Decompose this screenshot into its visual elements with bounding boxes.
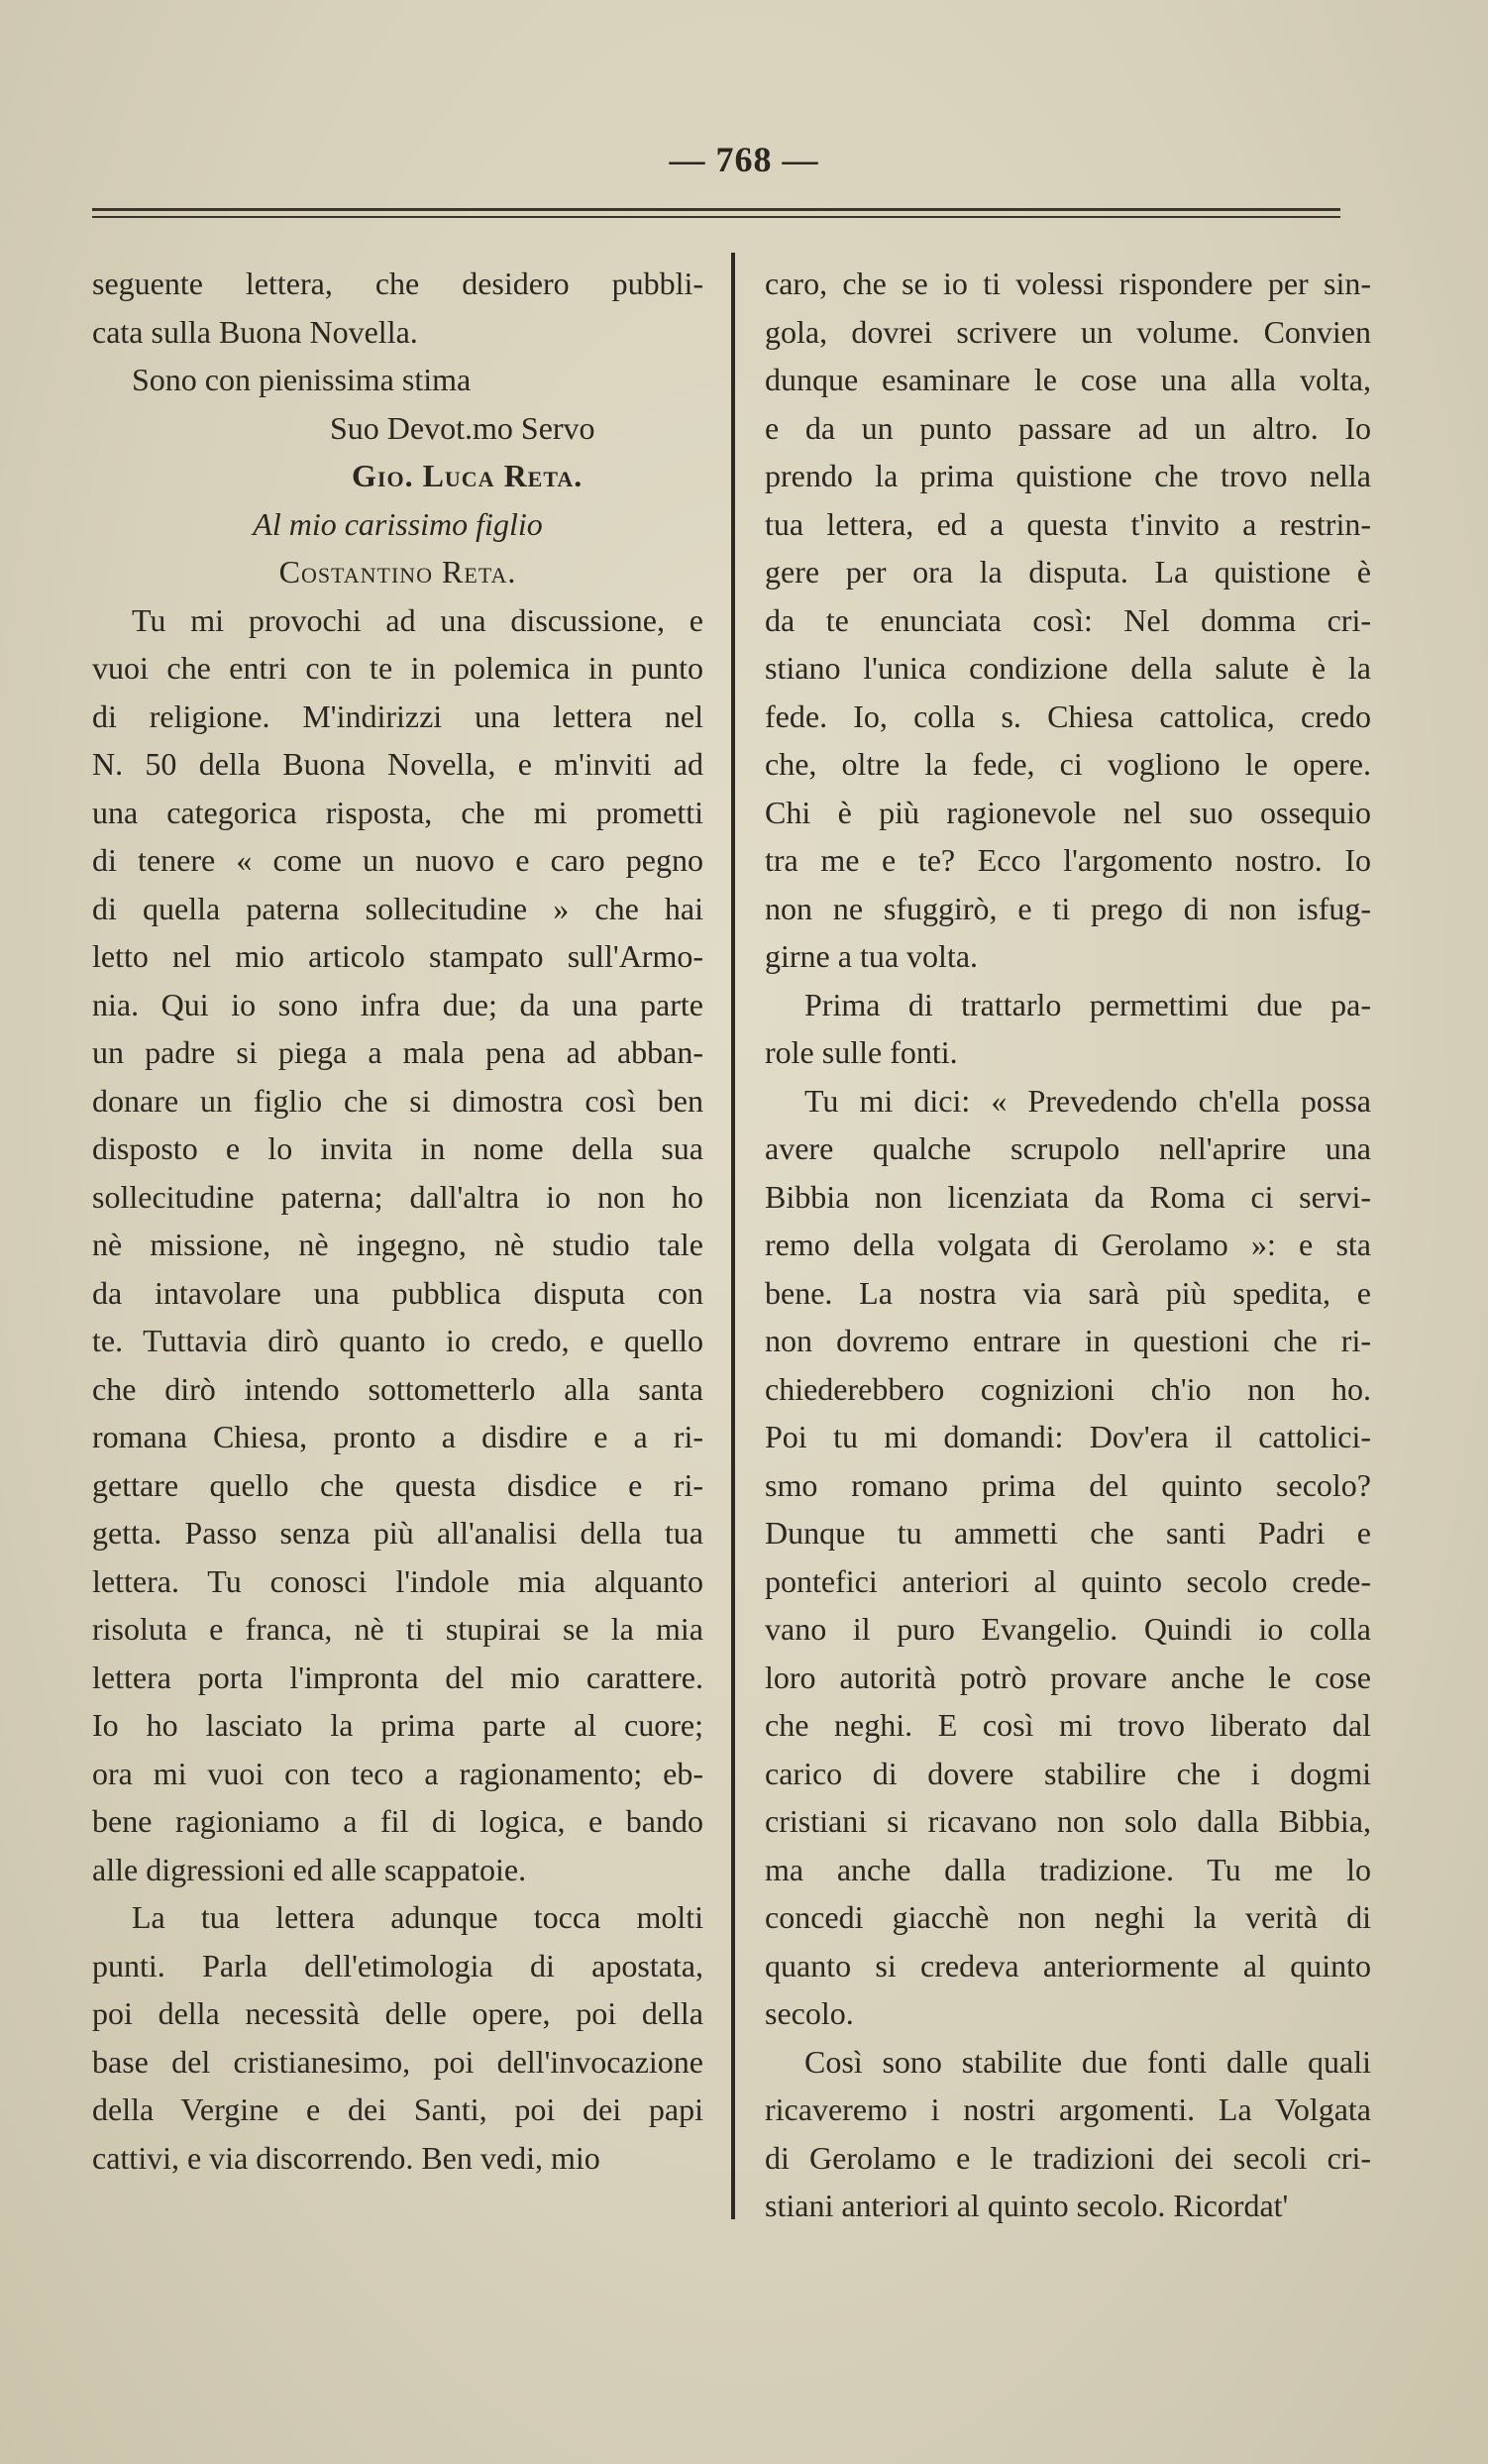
text-line: gettare quello che questa disdice e ri- bbox=[92, 1466, 703, 1503]
text-line: ora mi vuoi con teco a ragionamento; eb- bbox=[92, 1755, 703, 1791]
text-line: concedi giacchè non neghi la verità di bbox=[765, 1899, 1371, 1935]
page-number: — 768 — bbox=[669, 140, 819, 179]
text-line: un padre si piega a mala pena ad abban- bbox=[92, 1034, 703, 1070]
text-line: e da un punto passare ad un altro. Io bbox=[765, 409, 1371, 446]
text-line: Prima di trattarlo permettimi due pa- bbox=[804, 986, 1371, 1022]
text-line: bene ragioniamo a fil di logica, e bando bbox=[92, 1803, 703, 1839]
text-line: nè missione, nè ingegno, nè studio tale bbox=[92, 1227, 703, 1262]
text-line: punti. Parla dell'etimologia di apostata, bbox=[92, 1947, 703, 1983]
text-line: avere qualche scrupolo nell'aprire una bbox=[765, 1130, 1371, 1166]
text-line: lettera porta l'impronta del mio carattere. bbox=[92, 1659, 703, 1695]
text-line: remo della volgata di Gerolamo »: e sta bbox=[765, 1227, 1371, 1262]
text-line: di religione. M'indirizzi una lettera nel bbox=[92, 697, 703, 734]
text-line: pontefici anteriori al quinto secolo crede- bbox=[765, 1562, 1371, 1599]
text-line: loro autorità potrò provare anche le cose bbox=[765, 1659, 1371, 1695]
text-line: Così sono stabilite due fonti dalle quali bbox=[804, 2043, 1371, 2080]
text-line: carico di dovere stabilire che i dogmi bbox=[765, 1755, 1371, 1791]
text-line: La tua lettera adunque tocca molti bbox=[132, 1899, 703, 1935]
paragraph bbox=[92, 1893, 703, 2182]
text-line: te. Tuttavia dirò quanto io credo, e quello bbox=[92, 1323, 703, 1358]
text-line: che dirò intendo sottometterlo alla santa bbox=[92, 1370, 703, 1407]
text-line: ma anche dalla tradizione. Tu me lo bbox=[765, 1851, 1371, 1887]
text-line: non ne sfuggirò, e ti prego di non isfug- bbox=[765, 890, 1371, 926]
text-line: cata sulla Buona Novella. bbox=[92, 313, 418, 350]
column-divider bbox=[731, 253, 735, 2219]
text-line: dunque esaminare le cose una alla volta, bbox=[765, 362, 1371, 397]
text-line: girne a tua volta. bbox=[765, 938, 979, 974]
text-line: Poi tu mi domandi: Dov'era il cattolici- bbox=[765, 1419, 1371, 1454]
text-line: da te enunciata così: Nel domma cri- bbox=[765, 601, 1371, 638]
paragraph bbox=[92, 596, 703, 1894]
text-line: ricaveremo i nostri argomenti. La Volgata bbox=[765, 2091, 1371, 2127]
text-line: sollecitudine paterna; dall'altra io non ho bbox=[92, 1178, 703, 1215]
text-line: smo romano prima del quinto secolo? bbox=[765, 1466, 1371, 1503]
text-line: base del cristianesimo, poi dell'invocazione bbox=[92, 2043, 703, 2080]
text-line: lettera. Tu conosci l'indole mia alquanto bbox=[92, 1562, 703, 1599]
text-line: romana Chiesa, pronto a disdire e a ri- bbox=[92, 1419, 703, 1454]
opening-text bbox=[92, 260, 703, 356]
right-column bbox=[765, 260, 1371, 2230]
text-line: alle digressioni ed alle scappatoie. bbox=[92, 1851, 527, 1887]
signature-title: Suo Devot.mo Servo bbox=[330, 409, 595, 446]
text-line: bene. La nostra via sarà più spedita, e bbox=[765, 1274, 1371, 1311]
text-line: seguente lettera, che desidero pubbli- bbox=[92, 266, 703, 301]
text-line: stiani anteriori al quinto secolo. Ricordat' bbox=[765, 2188, 1289, 2223]
text-line: vano il puro Evangelio. Quindi io colla bbox=[765, 1611, 1371, 1647]
text-line: disposto e lo invita in nome della sua bbox=[92, 1130, 703, 1166]
text-line: gola, dovrei scrivere un volume. Convien bbox=[765, 313, 1371, 350]
text-line: cattivi, e via discorrendo. Ben vedi, mio bbox=[92, 2139, 600, 2176]
text-line: chiederebbero cognizioni ch'io non ho. bbox=[765, 1370, 1371, 1407]
signature-name: Gio. Luca Reta. bbox=[352, 458, 584, 493]
text-line: role sulle fonti. bbox=[765, 1034, 958, 1070]
text-line: della Vergine e dei Santi, poi dei papi bbox=[92, 2091, 703, 2127]
text-line: di tenere « come un nuovo e caro pegno bbox=[92, 842, 703, 878]
text-line: vuoi che entri con te in polemica in punto bbox=[92, 650, 703, 686]
text-line: Chi è più ragionevole nel suo ossequio bbox=[765, 794, 1371, 830]
text-line: Dunque tu ammetti che santi Padri e bbox=[765, 1515, 1371, 1551]
text-line: poi della necessità delle opere, poi della bbox=[92, 1995, 703, 2031]
text-line: secolo. bbox=[765, 1995, 854, 2031]
text-line: una categorica risposta, che mi prometti bbox=[92, 794, 703, 830]
text-line: cristiani si ricavano non solo dalla Bibbia, bbox=[765, 1803, 1371, 1839]
closing-formula: Sono con pienissima stima bbox=[132, 362, 472, 397]
text-line: quanto si credeva anteriormente al quinto bbox=[765, 1947, 1371, 1983]
text-line: getta. Passo senza più all'analisi della tua bbox=[92, 1515, 703, 1551]
paragraph bbox=[765, 2038, 1371, 2230]
addressee-name: Costantino Reta. bbox=[278, 554, 517, 589]
text-line: risoluta e franca, nè ti stupirai se la mia bbox=[92, 1611, 703, 1647]
text-line: da intavolare una pubblica disputa con bbox=[92, 1274, 703, 1311]
paragraph bbox=[765, 1077, 1371, 2038]
text-line: donare un figlio che si dimostra così ben bbox=[92, 1082, 703, 1119]
text-line: stiano l'unica condizione della salute è la bbox=[765, 650, 1371, 686]
address-line: Al mio carissimo figlio bbox=[253, 505, 543, 542]
text-line: che, oltre la fede, ci vogliono le opere. bbox=[765, 746, 1371, 782]
paragraph bbox=[765, 260, 1371, 981]
text-line: non dovremo entrare in questioni che ri- bbox=[765, 1323, 1371, 1358]
text-line: Io ho lasciato la prima parte al cuore; bbox=[92, 1707, 703, 1743]
text-line: di Gerolamo e le tradizioni dei secoli cri- bbox=[765, 2139, 1371, 2176]
left-column bbox=[92, 260, 703, 2182]
text-line: Tu mi provochi ad una discussione, e bbox=[132, 601, 703, 638]
text-line: N. 50 della Buona Novella, e m'inviti ad bbox=[92, 746, 703, 782]
text-line: tua lettera, ed a questa t'invito a restrin- bbox=[765, 505, 1371, 542]
text-line: letto nel mio articolo stampato sull'Armo- bbox=[92, 938, 703, 974]
text-line: gere per ora la disputa. La quistione è bbox=[765, 554, 1371, 589]
text-line: Bibbia non licenziata da Roma ci servi- bbox=[765, 1178, 1371, 1215]
paragraph bbox=[765, 981, 1371, 1077]
text-line: nia. Qui io sono infra due; da una parte bbox=[92, 986, 703, 1022]
text-line: che neghi. E così mi trovo liberato dal bbox=[765, 1707, 1371, 1743]
text-line: fede. Io, colla s. Chiesa cattolica, credo bbox=[765, 697, 1371, 734]
text-line: caro, che se io ti volessi rispondere per sin- bbox=[765, 266, 1371, 301]
text-line: prendo la prima quistione che trovo nella bbox=[765, 458, 1371, 493]
text-line: tra me e te? Ecco l'argomento nostro. Io bbox=[765, 842, 1371, 878]
text-line: di quella paterna sollecitudine » che hai bbox=[92, 890, 703, 926]
header-rule bbox=[92, 208, 1340, 218]
text-line: Tu mi dici: « Prevedendo ch'ella possa bbox=[804, 1082, 1371, 1119]
